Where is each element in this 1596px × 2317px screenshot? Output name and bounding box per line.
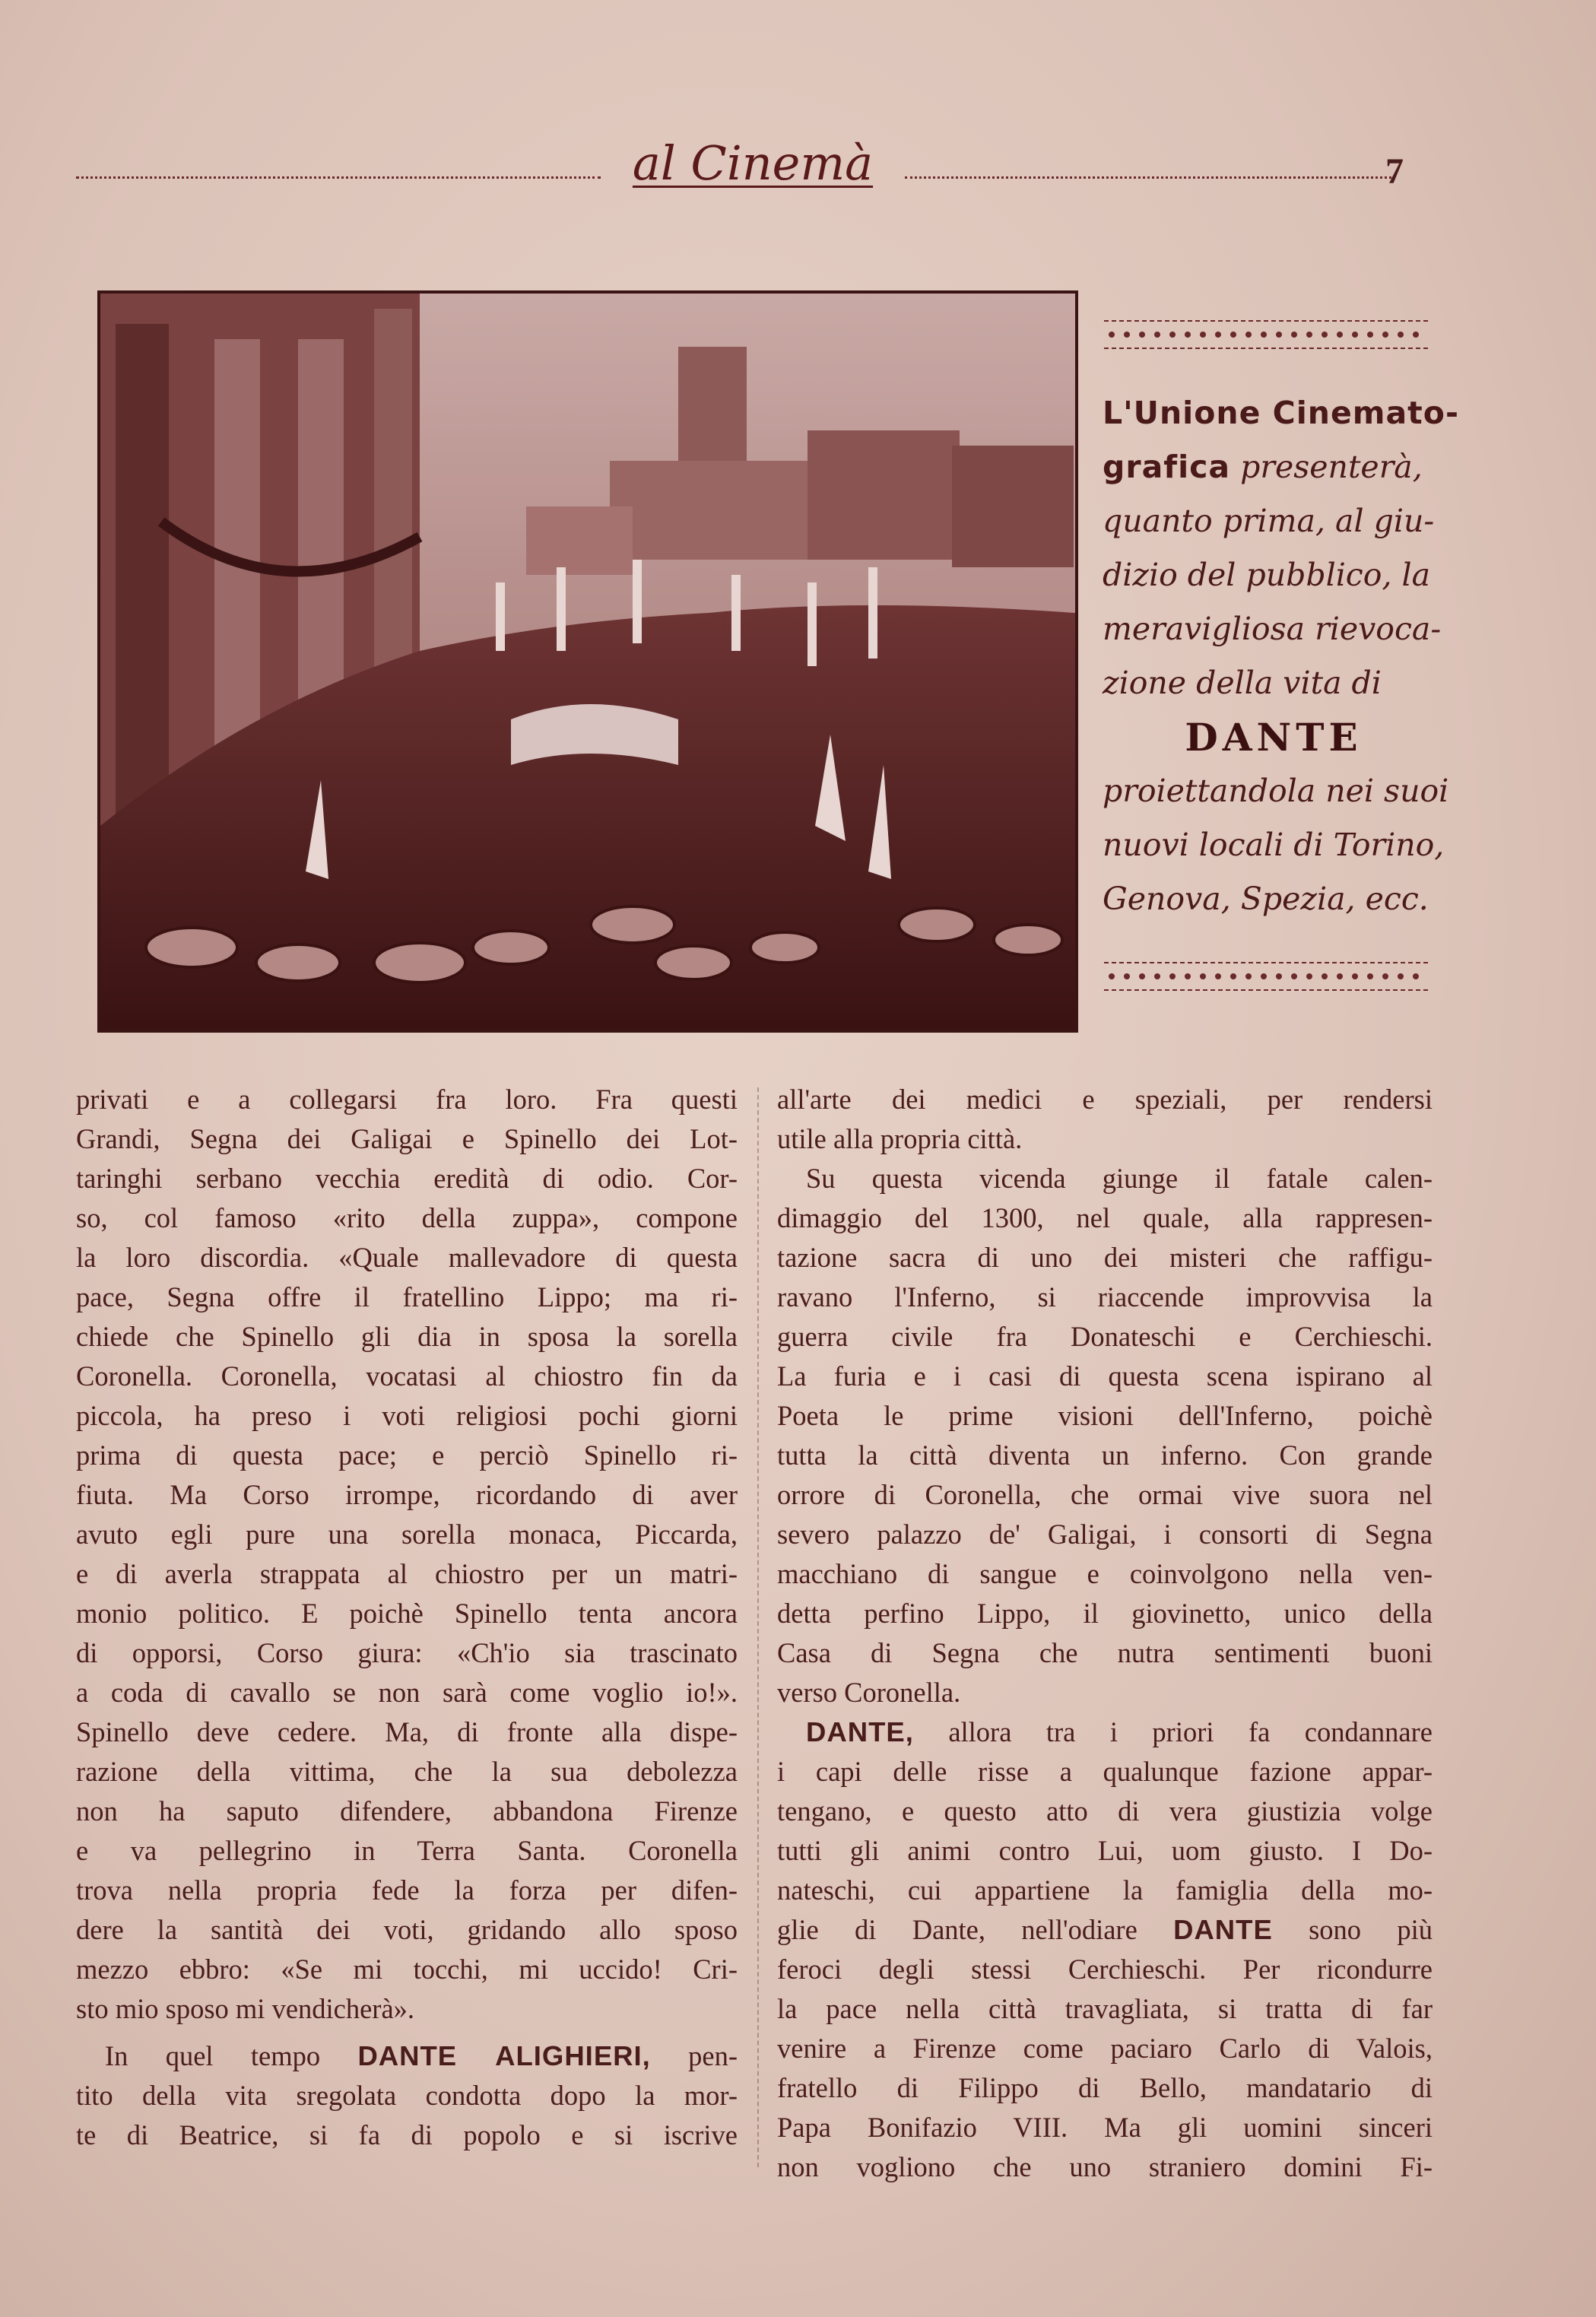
text-line: Spinello deve cedere. Ma, di fronte alla dispe- xyxy=(76,1716,738,1747)
text-line: tazione sacra di uno dei misteri che raffigu- xyxy=(777,1242,1433,1273)
text-line: di opporsi, Corso giura: «Ch'io sia trascinato xyxy=(76,1637,738,1668)
text-line: non vogliono che uno straniero domini Fi- xyxy=(777,2151,1433,2182)
text-line: e di averla strappata al chiostro per un matri- xyxy=(76,1558,738,1589)
text-line: feroci degli stessi Cerchieschi. Per ricondurre xyxy=(777,1954,1433,1985)
ad-line-2: grafica presenterà, xyxy=(1103,449,1423,485)
text-line: so, col famoso «rito della zuppa», compone xyxy=(76,1202,738,1233)
text-line: avuto egli pure una sorella monaca, Piccarda, xyxy=(76,1519,738,1550)
text-line: severo palazzo de' Galigai, i consorti di Segna xyxy=(777,1519,1433,1550)
text-line: nateschi, cui appartiene la famiglia della mo- xyxy=(777,1874,1433,1906)
ad-line-5: meravigliosa rievoca- xyxy=(1103,611,1442,647)
text-line: non ha saputo difendere, abbandona Firenze xyxy=(76,1795,738,1827)
text-line-with-name: glie di Dante, nell'odiare DANTE sono più xyxy=(777,1914,1433,1945)
ad-ornamental-border-top xyxy=(1104,318,1431,351)
text-line: la loro discordia. «Quale mallevadore di questa xyxy=(76,1242,738,1273)
text-line: dimaggio del 1300, nel quale, alla rappresen- xyxy=(777,1202,1433,1233)
header-rule-left xyxy=(76,176,601,179)
text-line: taringhi serbano vecchia eredità di odio. Cor- xyxy=(76,1163,738,1194)
paragraph-dante-priori: DANTE, allora tra i priori fa condannare xyxy=(806,1716,1433,1747)
ad-line-7: proiettandola nei suoi xyxy=(1103,773,1449,809)
text-line: piccola, ha preso i voti religiosi pochi giorni xyxy=(76,1400,738,1431)
text-line: Su questa vicenda giunge il fatale calen- xyxy=(806,1163,1433,1194)
text-line: Casa di Segna che nutra sentimenti buoni xyxy=(777,1637,1433,1668)
text-line: razione della vittima, che la sua debolezza xyxy=(76,1756,738,1787)
text-line: La furia e i casi di questa scena ispirano al xyxy=(777,1360,1433,1392)
page-number: 7 xyxy=(1385,151,1404,192)
text-line: monio politico. E poichè Spinello tenta ancora xyxy=(76,1598,738,1629)
text-line: fiuta. Ma Corso irrompe, ricordando di aver xyxy=(76,1479,738,1510)
text-line: fratello di Filippo di Bello, mandatario di xyxy=(777,2072,1433,2103)
text-line: trova nella propria fede la forza per difen- xyxy=(76,1874,738,1906)
text-line: ravano l'Inferno, si riaccende improvvisa la xyxy=(777,1281,1433,1312)
text-line: orrore di Coronella, che ormai vive suora nel xyxy=(777,1479,1433,1510)
text-line: tutti gli animi contro Lui, uom giusto. I Do- xyxy=(777,1835,1433,1866)
text-line: e va pellegrino in Terra Santa. Coronella xyxy=(76,1835,738,1866)
article-column-right xyxy=(777,1080,1433,2187)
text-line: chiede che Spinello gli dia in sposa la sorella xyxy=(76,1321,738,1352)
paragraph-dante-alighieri: In quel tempo DANTE ALIGHIERI, pen- xyxy=(105,2040,738,2071)
text-line: te di Beatrice, si fa di popolo e si iscrive xyxy=(76,2119,738,2150)
ad-ornamental-border-bottom xyxy=(1104,960,1431,993)
text-line: sto mio sposo mi vendicherà». xyxy=(76,1993,415,2024)
ad-line-1: L'Unione Cinemato- xyxy=(1103,395,1459,431)
text-line: tito della vita sregolata condotta dopo la mor- xyxy=(76,2080,738,2111)
ad-line-6: zione della vita di xyxy=(1103,665,1382,701)
text-line: macchiano di sangue e coinvolgono nella ven- xyxy=(777,1558,1433,1589)
text-line: Grandi, Segna dei Galigai e Spinello dei Lot- xyxy=(76,1123,738,1154)
text-line: Poeta le prime visioni dell'Inferno, poichè xyxy=(777,1400,1433,1431)
text-line: la pace nella città travagliata, si tratta di far xyxy=(777,1993,1433,2024)
text-line: i capi delle risse a qualunque fazione appar- xyxy=(777,1756,1433,1787)
text-line: tengano, e questo atto di vera giustizia volge xyxy=(777,1795,1433,1827)
magazine-title: al Cinemà xyxy=(632,135,874,191)
text-line: pace, Segna offre il fratellino Lippo; ma ri- xyxy=(76,1281,738,1312)
header-rule-right xyxy=(905,176,1391,179)
text-line: Coronella. Coronella, vocatasi al chiostro fin da xyxy=(76,1360,738,1392)
article-column-left xyxy=(76,1080,738,2155)
text-line: guerra civile fra Donateschi e Cerchieschi. xyxy=(777,1321,1433,1352)
ad-line-9: Genova, Spezia, ecc. xyxy=(1103,881,1429,917)
crowd-scene-illustration xyxy=(100,294,1075,1030)
text-line: utile alla propria città. xyxy=(777,1123,1023,1154)
column-divider xyxy=(757,1087,759,2167)
text-line: tutta la città diventa un inferno. Con grande xyxy=(777,1439,1433,1471)
text-line: prima di questa pace; e perciò Spinello ri- xyxy=(76,1439,738,1471)
text-line: privati e a collegarsi fra loro. Fra questi xyxy=(76,1084,738,1115)
ad-line-8: nuovi locali di Torino, xyxy=(1103,827,1445,863)
ad-film-title: DANTE xyxy=(1185,715,1363,760)
ad-line-3: quanto prima, al giu- xyxy=(1103,503,1435,539)
text-line: detta perfino Lippo, il giovinetto, unico della xyxy=(777,1598,1433,1629)
text-line: all'arte dei medici e speziali, per rendersi xyxy=(777,1084,1433,1115)
text-line: venire a Firenze come paciaro Carlo di Valois, xyxy=(777,2033,1433,2064)
text-line: a coda di cavallo se non sarà come voglio io!». xyxy=(76,1677,738,1708)
cinema-advertisement xyxy=(1103,386,1459,926)
ad-line-4: dizio del pubblico, la xyxy=(1103,557,1431,593)
text-line: verso Coronella. xyxy=(777,1677,961,1708)
film-still-photo xyxy=(97,290,1078,1033)
text-line: Papa Bonifazio VIII. Ma gli uomini sinceri xyxy=(777,2112,1433,2143)
text-line: dere la santità dei voti, gridando allo sposo xyxy=(76,1914,738,1945)
text-line: mezzo ebbro: «Se mi tocchi, mi uccido! Cri- xyxy=(76,1954,738,1985)
